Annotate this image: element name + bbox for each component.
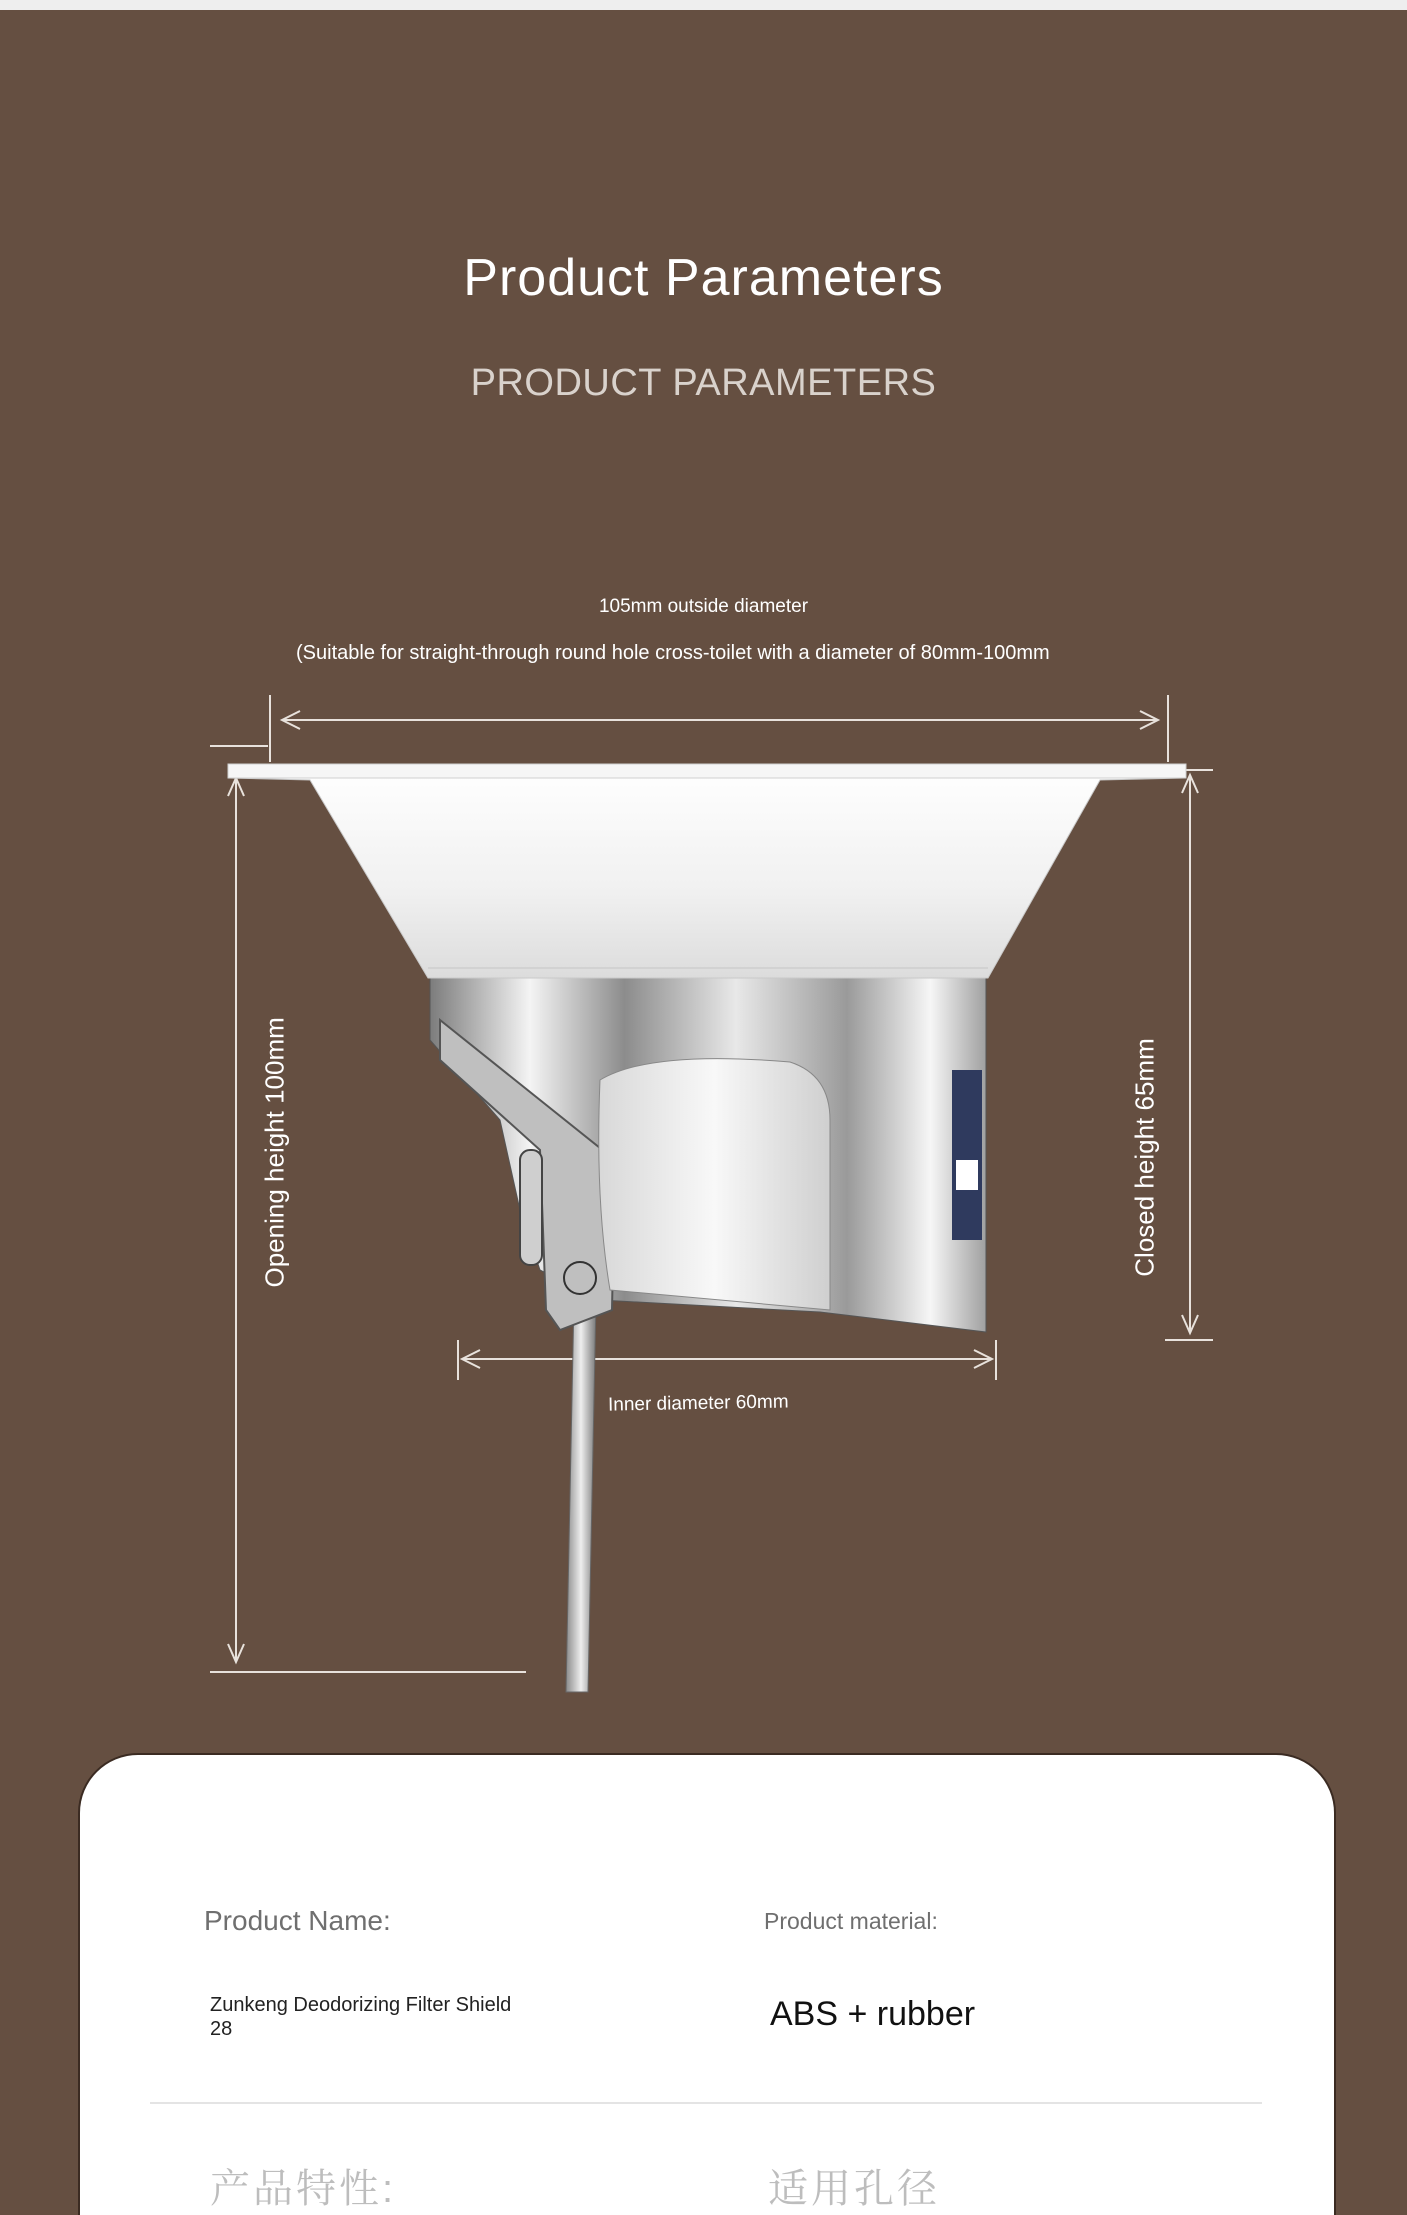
outside-diameter-label: 105mm outside diameter — [598, 596, 809, 617]
product-name-label: Product Name: — [204, 1905, 391, 1936]
inner-diameter-label: Inner diameter 60mm — [607, 1391, 789, 1416]
page-subtitle: PRODUCT PARAMETERS — [470, 362, 937, 404]
spec-card — [78, 1753, 1336, 2215]
opening-height-label: Opening height 100mm — [259, 1017, 290, 1288]
page-title: Product Parameters — [463, 249, 944, 307]
product-name-value: Zunkeng Deodorizing Filter Shield 28 — [210, 1994, 512, 2040]
inner-diameter-dimension — [458, 1340, 996, 1380]
product-image — [228, 764, 1186, 1692]
spec-divider — [150, 2102, 1262, 2104]
closed-height-dimension — [1165, 770, 1213, 1340]
suitable-note: (Suitable for straight-through round hole cross-toilet with a diameter of 80mm-100mm — [296, 642, 1050, 664]
outside-diameter-dimension — [210, 695, 1168, 762]
closed-height-label: Closed height 65mm — [1129, 1038, 1160, 1277]
applicable-aperture-label: 适用孔径 — [768, 2167, 940, 2211]
product-features-label: 产品特性: — [210, 2167, 397, 2211]
product-material-label: Product material: — [764, 1908, 938, 1934]
product-material-value: ABS + rubber — [770, 1995, 976, 2033]
